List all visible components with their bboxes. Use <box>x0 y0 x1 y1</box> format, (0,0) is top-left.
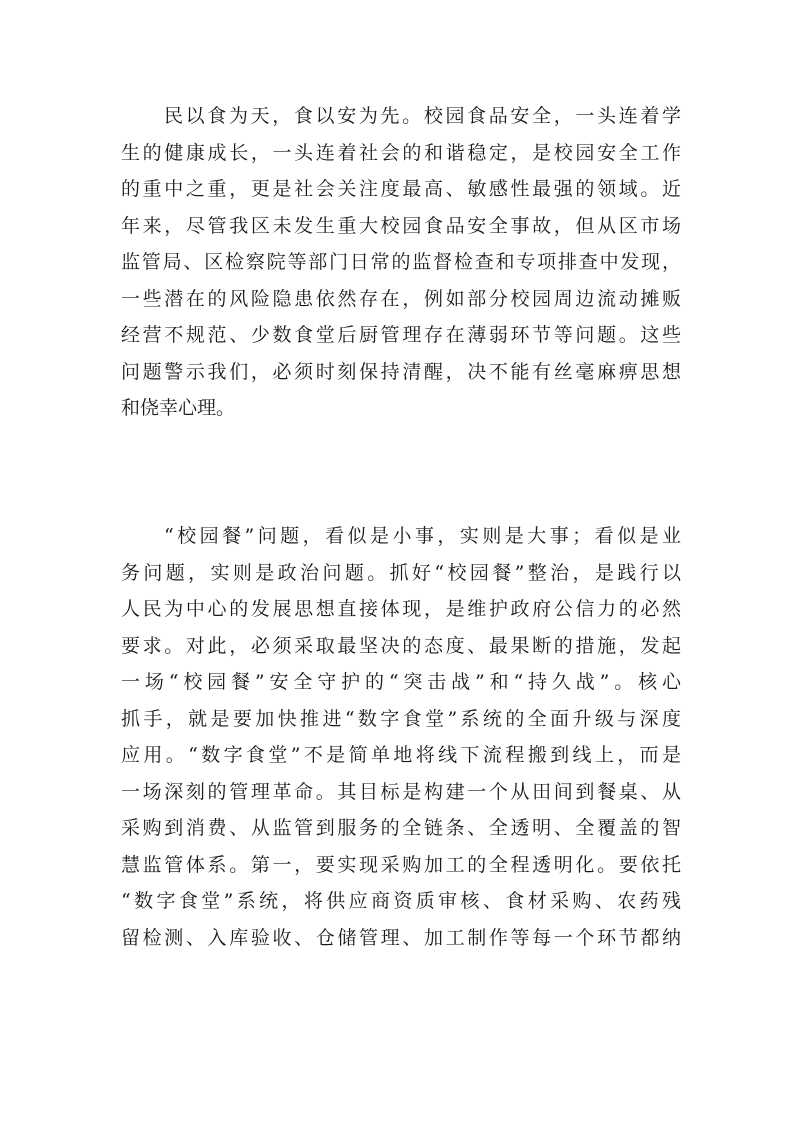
text-line: 采购到消费、从监管到服务的全链条、全透明、全覆盖的智 <box>121 817 681 839</box>
text-line: 留检测、入库验收、仓储管理、加工制作等每一个环节都纳 <box>121 926 681 949</box>
text-line: 人民为中心的发展思想直接体现，是维护政府公信力的必然 <box>121 598 681 620</box>
text-line: 和侥幸心理。 <box>121 397 236 419</box>
text-line: 应用。“数字食堂”不是简单地将线下流程搬到线上，而是 <box>121 744 681 766</box>
text-line: 监管局、区检察院等部门日常的监督检查和专项排查中发现， <box>121 251 681 273</box>
text-line: 一场深刻的管理革命。其目标是构建一个从田间到餐桌、从 <box>121 780 681 803</box>
text-line: 年来，尽管我区未发生重大校园食品安全事故，但从区市场 <box>121 214 681 237</box>
text-line: 一些潜在的风险隐患依然存在，例如部分校园周边流动摊贩 <box>121 287 681 310</box>
text-line: 生的健康成长，一头连着社会的和谐稳定，是校园安全工作 <box>121 141 681 164</box>
text-line: 的重中之重，更是社会关注度最高、敏感性最强的领域。近 <box>121 178 681 200</box>
text-line: “校园餐”问题，看似是小事，实则是大事；看似是业 <box>164 525 681 547</box>
text-line: 抓手，就是要加快推进“数字食堂”系统的全面升级与深度 <box>121 707 681 730</box>
text-line: 一场“校园餐”安全守护的“突击战”和“持久战”。核心 <box>121 671 681 693</box>
text-line: “数字食堂”系统，将供应商资质审核、食材采购、农药残 <box>121 890 681 912</box>
text-line: 经营不规范、少数食堂后厨管理存在薄弱环节等问题。这些 <box>121 324 681 346</box>
text-line: 民以食为天，食以安为先。校园食品安全，一头连着学 <box>164 105 681 127</box>
paragraph-digital-canteen <box>121 518 681 956</box>
text-line: 问题警示我们，必须时刻保持清醒，决不能有丝毫麻痹思想 <box>121 360 681 383</box>
text-line: 务问题，实则是政治问题。抓好“校园餐”整治，是践行以 <box>121 561 681 584</box>
text-line: 慧监管体系。第一，要实现采购加工的全程透明化。要依托 <box>121 853 681 876</box>
paragraph-food-safety-intro <box>121 98 681 427</box>
text-line: 要求。对此，必须采取最坚决的态度、最果断的措施，发起 <box>121 634 681 657</box>
